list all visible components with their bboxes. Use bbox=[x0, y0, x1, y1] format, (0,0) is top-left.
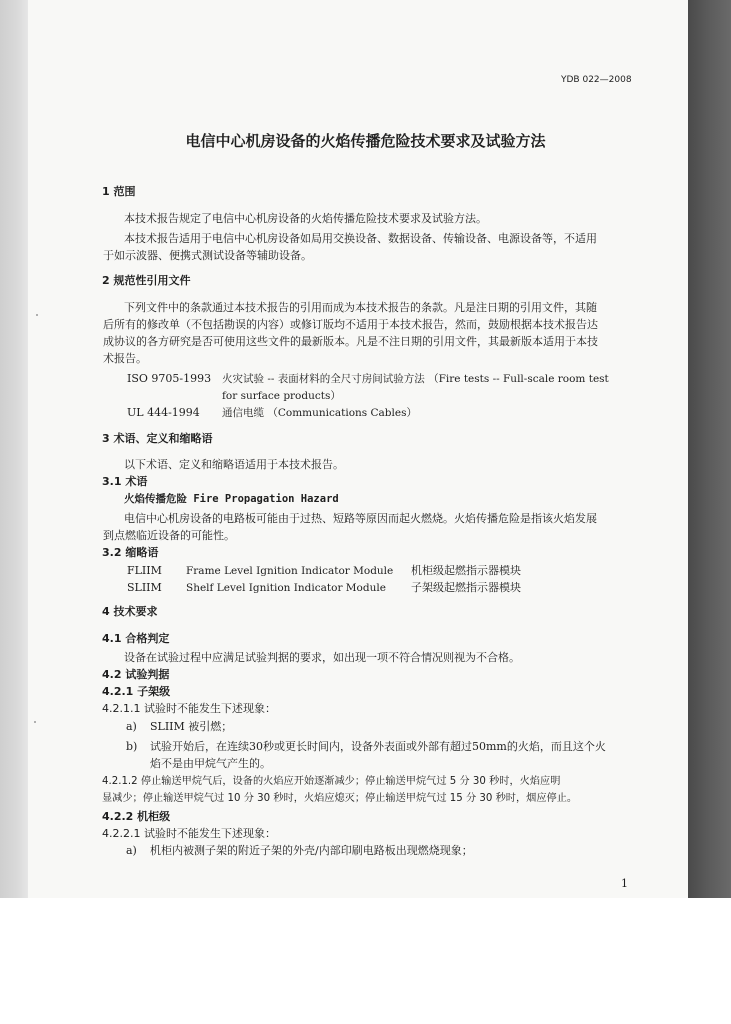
section-1-para-1: 本技术报告规定了电信中心机房设备的火焰传播危险技术要求及试验方法。 bbox=[124, 212, 487, 225]
section-4-2-1-heading: 4.2.1 子架级 bbox=[102, 685, 171, 698]
standard-number: YDB 022—2008 bbox=[561, 75, 632, 85]
section-2-para-line-2: 后所有的修改单（不包括勘误的内容）或修订版均不适用于本技术报告，然而，鼓励根据本技术报告达 bbox=[103, 318, 598, 331]
section-3-2-heading: 3.2 缩略语 bbox=[102, 546, 159, 559]
abbreviation: FLIIM bbox=[127, 564, 162, 577]
list-item-label: a) bbox=[126, 844, 137, 857]
term-definition-line-2: 到点燃临近设备的可能性。 bbox=[103, 529, 235, 542]
section-3-heading: 3 术语、定义和缩略语 bbox=[102, 432, 213, 445]
list-item-text: 机柜内被测子架的附近子架的外壳/内部印刷电路板出现燃烧现象； bbox=[150, 844, 473, 857]
reference-code: UL 444-1994 bbox=[127, 406, 200, 419]
section-2-heading: 2 规范性引用文件 bbox=[102, 274, 191, 287]
section-4-heading: 4 技术要求 bbox=[102, 605, 158, 618]
section-4-2-2-1-heading: 4.2.2.1 试验时不能发生下述现象： bbox=[102, 827, 276, 840]
list-item-text-line-1: 试验开始后，在连续30秒或更长时间内，设备外表面或外部有超过50mm的火焰，而且这个火 bbox=[150, 740, 606, 753]
reference-title: 通信电缆 （Communications Cables） bbox=[222, 407, 417, 419]
section-4-2-2-heading: 4.2.2 机柜级 bbox=[102, 810, 171, 823]
term-name: 火焰传播危险 Fire Propagation Hazard bbox=[124, 493, 339, 505]
section-4-2-heading: 4.2 试验判据 bbox=[102, 668, 170, 681]
section-4-2-1-1-heading: 4.2.1.1 试验时不能发生下述现象： bbox=[102, 702, 276, 715]
section-3-intro: 以下术语、定义和缩略语适用于本技术报告。 bbox=[124, 458, 344, 471]
section-4-2-1-2-line-1: 4.2.1.2 停止输送甲烷气后，设备的火焰应开始逐渐减少；停止输送甲烷气过 5 分 30 秒时，火焰应明 bbox=[102, 776, 561, 787]
section-4-2-1-2-line-2: 显减少；停止输送甲烷气过 10 分 30 秒时，火焰应熄灭；停止输送甲烷气过 15 分 30 秒时，烟应停止。 bbox=[102, 793, 578, 804]
abbreviation-chinese: 机柜级起燃指示器模块 bbox=[411, 564, 521, 577]
scan-speck bbox=[36, 314, 38, 316]
section-1-para-2-line-2: 于如示波器、便携式测试设备等辅助设备。 bbox=[103, 249, 312, 262]
list-item-label: a) bbox=[126, 720, 137, 733]
abbreviation: SLIIM bbox=[127, 581, 162, 594]
reference-code: ISO 9705-1993 bbox=[127, 372, 212, 385]
abbreviation-english: Frame Level Ignition Indicator Module bbox=[186, 565, 394, 577]
section-3-1-heading: 3.1 术语 bbox=[102, 475, 148, 488]
section-4-1-text: 设备在试验过程中应满足试验判据的要求，如出现一项不符合情况则视为不合格。 bbox=[124, 651, 520, 664]
reference-title-cont: for surface products） bbox=[222, 390, 341, 402]
reference-title: 火灾试验 -- 表面材料的全尺寸房间试验方法 （Fire tests -- Full-scale room test bbox=[222, 373, 609, 385]
scan-speck bbox=[34, 721, 36, 723]
section-1-para-2-line-1: 本技术报告适用于电信中心机房设备如局用交换设备、数据设备、传输设备、电源设备等，不适用 bbox=[124, 232, 597, 245]
abbreviation-english: Shelf Level Ignition Indicator Module bbox=[186, 582, 386, 594]
page-title: 电信中心机房设备的火焰传播危险技术要求及试验方法 bbox=[185, 132, 546, 150]
abbreviation-chinese: 子架级起燃指示器模块 bbox=[411, 581, 521, 594]
list-item-text-line-2: 焰不是由甲烷气产生的。 bbox=[150, 757, 271, 770]
page-number: 1 bbox=[621, 877, 628, 890]
list-item-label: b) bbox=[126, 740, 138, 753]
section-2-para-line-4: 术报告。 bbox=[103, 352, 147, 365]
section-1-heading: 1 范围 bbox=[102, 185, 136, 198]
section-2-para-line-1: 下列文件中的条款通过本技术报告的引用而成为本技术报告的条款。凡是注日期的引用文件，其随 bbox=[124, 301, 597, 314]
list-item-text: SLIIM 被引燃； bbox=[150, 720, 233, 733]
section-2-para-line-3: 成协议的各方研究是否可使用这些文件的最新版本。凡是不注日期的引用文件，其最新版本适用于本技 bbox=[103, 335, 598, 348]
term-definition-line-1: 电信中心机房设备的电路板可能由于过热、短路等原因而起火燃烧。火焰传播危险是指该火焰发展 bbox=[124, 512, 597, 525]
section-4-1-heading: 4.1 合格判定 bbox=[102, 632, 170, 645]
